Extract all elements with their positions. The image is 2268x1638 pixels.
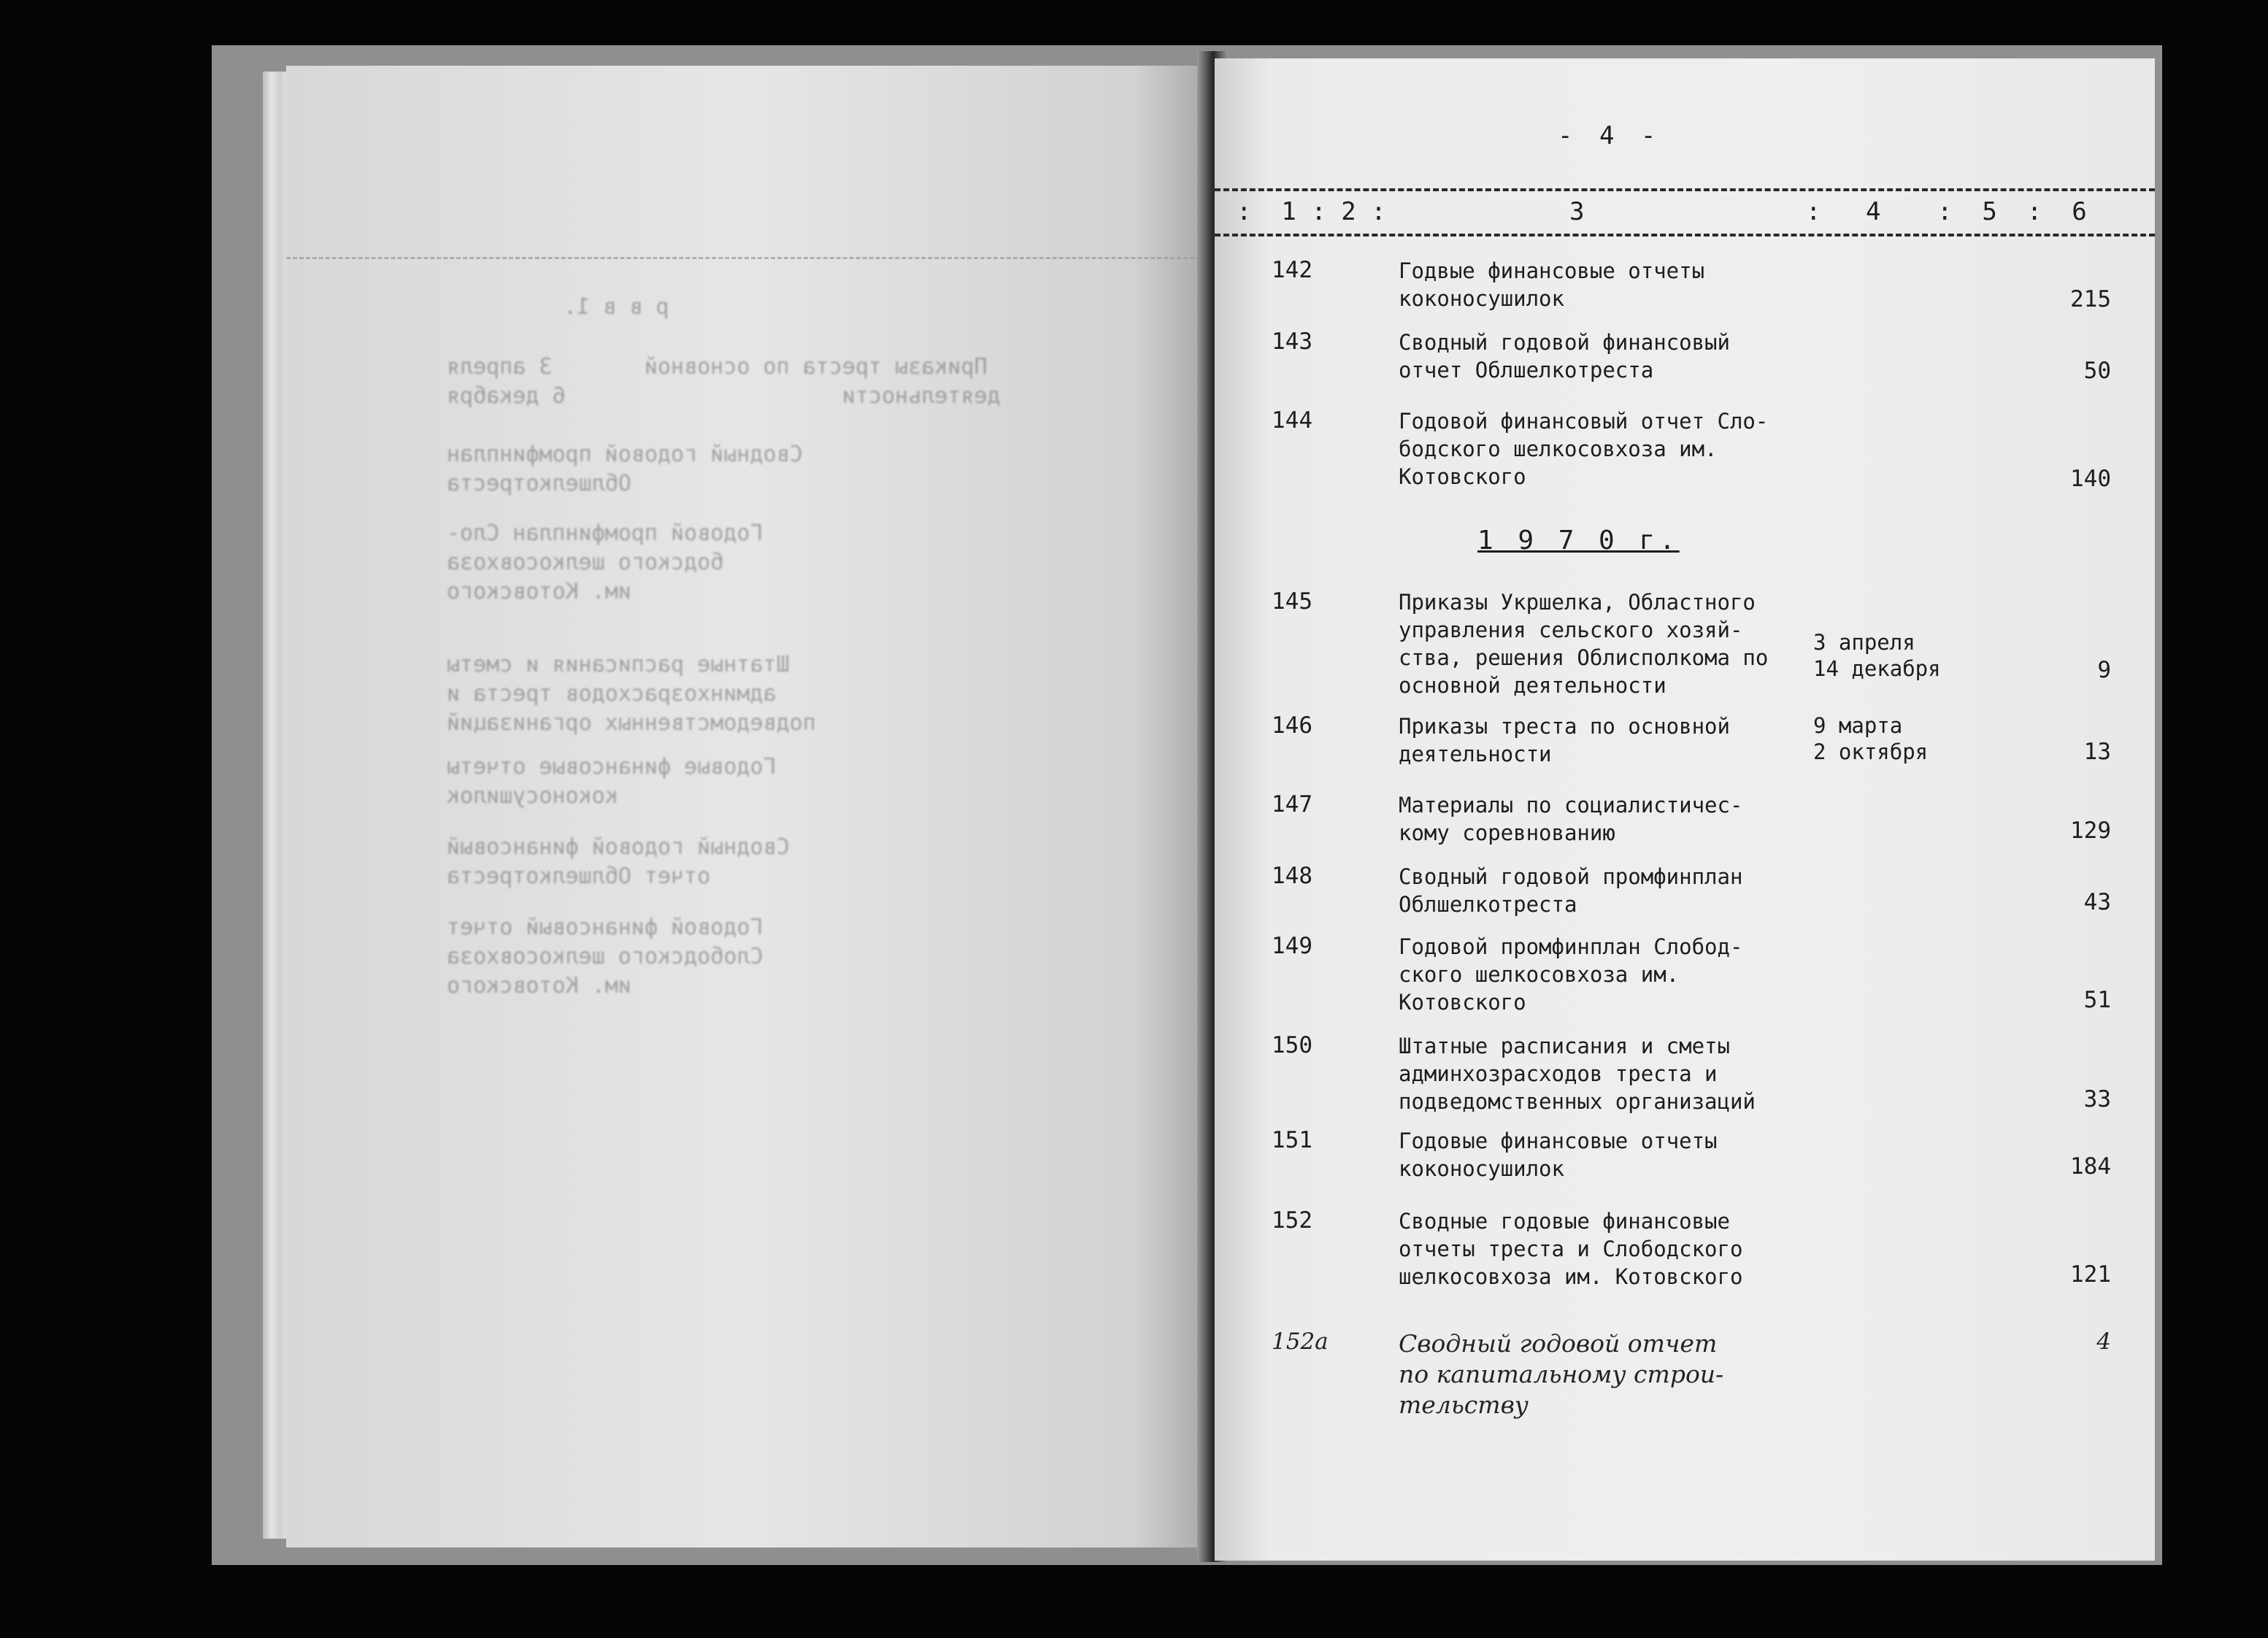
bleed-through-line: Сводный годовой финансовый (447, 834, 790, 860)
entry-title: Приказы Укршелка, Областного управления сельского хозяй- ства, решения Облисполкома по основной деятельности (1399, 590, 1769, 698)
bleed-through-line: Годовой промфинплан Сло- (447, 520, 764, 546)
header-rule-top (1215, 188, 2155, 191)
bleed-through-line: им. Котовского (447, 973, 631, 999)
entry-number: 149 (1272, 933, 1312, 959)
entry-sheet-count: 33 (2083, 1086, 2111, 1112)
column-header-1-2: : 1 : 2 : (1237, 197, 1386, 226)
entry-sheet-count: 43 (2083, 889, 2111, 915)
entry-title: Сводный годовой промфинплан Облшелкотреста (1399, 864, 1743, 917)
entry-title: Материалы по социалистичес- кому соревнованию (1399, 793, 1743, 845)
entry-sheet-count: 140 (2070, 466, 2111, 492)
entry-sheet-count: 13 (2083, 739, 2111, 765)
entry-title: Сводный годовой отчет по капитальному строи- тельству (1399, 1329, 1724, 1419)
bleed-through-line: Приказы треста по основной 3 апреля (447, 354, 988, 380)
entry-number: 142 (1272, 257, 1312, 283)
entry-number: 148 (1272, 863, 1312, 889)
entry-title: Сводный годовой финансовый отчет Облшелкотреста (1399, 330, 1730, 382)
entry-sheet-count: 4 (2096, 1329, 2111, 1355)
entry-title: Приказы треста по основной деятельности (1399, 714, 1730, 766)
page-number: - 4 - (1558, 121, 1662, 150)
bleed-through-line: деятельности 6 декабря (447, 383, 1001, 409)
right-page (1215, 58, 2155, 1561)
bleed-through-line: бодского шелкосовхоза (447, 550, 724, 575)
entry-sheet-count: 184 (2070, 1153, 2111, 1180)
entry-dates: 9 марта 2 октября (1813, 713, 1929, 764)
entry-sheet-count: 9 (2097, 657, 2111, 683)
entry-sheet-count: 51 (2083, 987, 2111, 1013)
entry-title: Годвые финансовые отчеты коконосушилок (1399, 258, 1705, 311)
entry-number: 150 (1272, 1032, 1312, 1058)
entry-number: 146 (1272, 712, 1312, 739)
entry-title: Годовой промфинплан Слобод- ского шелкосовхоза им. Котовского (1399, 934, 1743, 1015)
entry-sheet-count: 129 (2070, 818, 2111, 844)
bleed-through-line: Годовые финансовые отчеты (447, 754, 777, 780)
left-page-ghost-rule (286, 257, 1207, 259)
bleed-through-line: Слободского шелкосовхоза (447, 944, 764, 969)
bleed-through-line: Штатные расписания и сметы (447, 652, 790, 677)
entry-number: 144 (1272, 407, 1312, 434)
header-rule-bottom (1215, 234, 2155, 237)
bleed-through-line: отчет Облшелкотреста (447, 864, 711, 889)
bleed-through-line: Годовой финансовый отчет (447, 915, 764, 940)
entry-dates: 3 апреля 14 декабря (1813, 630, 1941, 681)
entry-number: 151 (1272, 1127, 1312, 1153)
entry-title: Годовой финансовый отчет Сло- бодского шелкосовхоза им. Котовского (1399, 409, 1769, 489)
bleed-through-line: Сводный годовой промфинплан (447, 442, 803, 467)
entry-sheet-count: 121 (2070, 1261, 2111, 1288)
entry-sheet-count: 215 (2070, 286, 2111, 312)
entry-number: 152а (1272, 1329, 1329, 1355)
bleed-through-line: подведомственных организаций (447, 710, 816, 736)
entry-title: Сводные годовые финансовые отчеты треста и Слободского шелкосовхоза им. Котовского (1399, 1209, 1743, 1289)
year-heading: 1 9 7 0 г. (1477, 526, 1680, 555)
entry-number: 143 (1272, 328, 1312, 355)
entry-title: Штатные расписания и сметы админхозрасходов треста и подведомственных организаций (1399, 1034, 1756, 1114)
column-separator: : (1806, 197, 1821, 226)
entry-number: 152 (1272, 1207, 1312, 1234)
bleed-through-line: админхозрасходов треста и (447, 681, 777, 707)
entry-sheet-count: 50 (2083, 358, 2111, 384)
entry-number: 145 (1272, 588, 1312, 615)
column-header-3: 3 (1569, 197, 1585, 226)
bleed-through-line: Облшелкотреста (447, 471, 631, 496)
bleed-through-line: р в в 1. (564, 294, 669, 320)
left-page (286, 66, 1207, 1547)
entry-title: Годовые финансовые отчеты коконосушилок (1399, 1128, 1718, 1181)
bleed-through-line: коконосушилок (447, 783, 618, 809)
column-header-4: 4 (1866, 197, 1881, 226)
column-header-5-6: : 5 : 6 (1937, 197, 2087, 226)
bleed-through-line: им. Котовского (447, 579, 631, 604)
entry-number: 147 (1272, 791, 1312, 818)
